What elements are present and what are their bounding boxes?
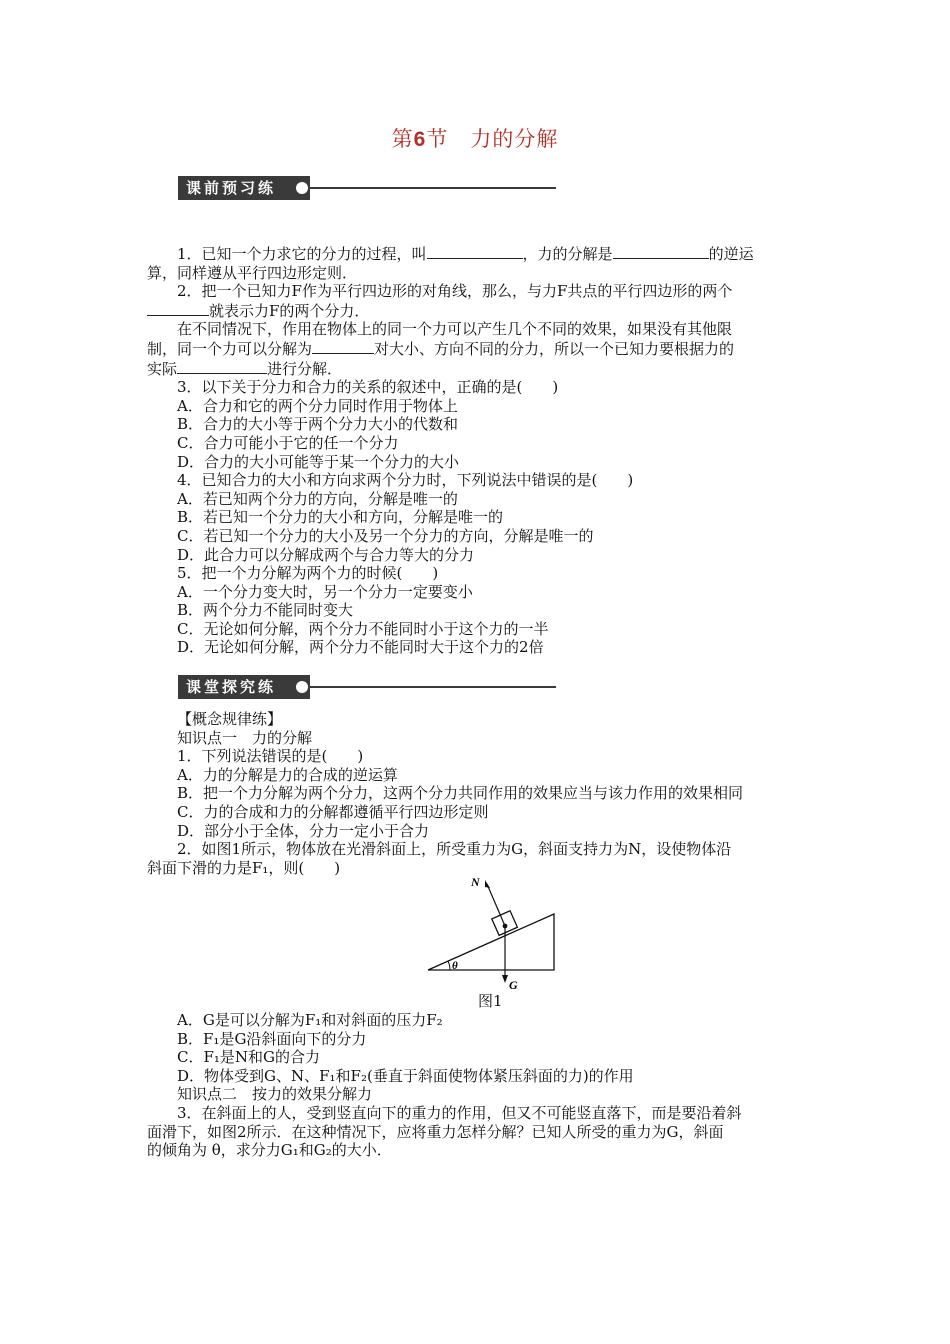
option: D．无论如何分解，两个分力不能同时大于这个力的2倍: [177, 638, 544, 657]
option: A．力的分解是力的合成的逆运算: [177, 765, 398, 784]
q1-line: 算，同样遵从平行四边形定则．: [147, 263, 358, 282]
option: B．把一个力分解为两个分力，这两个分力共同作用的效果应当与该力作用的效果相同: [177, 784, 744, 803]
option: C．F₁是N和G的合力: [177, 1048, 321, 1067]
knowledge-point: 知识点二 按力的效果分解力: [177, 1085, 373, 1104]
label-n: N: [471, 875, 480, 889]
option: D．物体受到G、N、F₁和F₂(垂直于斜面使物体紧压斜面的力)的作用: [177, 1066, 634, 1085]
figure-caption: 图1: [478, 992, 503, 1010]
label-theta: θ: [452, 960, 458, 972]
knowledge-point: 知识点一 力的分解: [177, 728, 313, 747]
label-g: G: [509, 978, 518, 992]
page-title: 第6节 力的分解: [391, 127, 559, 151]
q4-stem: 4．已知合力的大小和方向求两个分力时，下列说法中错误的是( ): [177, 471, 634, 490]
option: A．合力和它的两个分力同时作用于物体上: [177, 396, 458, 415]
bullet-icon: [296, 182, 308, 194]
option: B．两个分力不能同时变大: [177, 601, 354, 620]
option: D．合力的大小可能等于某一个分力的大小: [177, 452, 460, 471]
explore-questions-top: [147, 710, 809, 877]
section-label: 课堂探究练: [178, 675, 310, 699]
section-rule: [310, 686, 556, 688]
q2-line: 2．把一个已知力F作为平行四边形的对角线，那么，与力F共点的平行四边形的两个: [177, 282, 733, 301]
option: D．此合力可以分解成两个与合力等大的分力: [177, 545, 475, 564]
option: A．一个分力变大时，另一个分力一定要变小: [177, 582, 473, 601]
q1-line: 1．已知一个力求它的分力的过程，叫 ，力的分解是 的逆运: [177, 245, 754, 263]
option: B．F₁是G沿斜面向下的分力: [177, 1029, 367, 1048]
e2-line: 2．如图1所示，物体放在光滑斜面上，所受重力为G，斜面支持力为N，设使物体沿: [177, 840, 732, 859]
option: D．部分小于全体，分力一定小于合力: [177, 821, 430, 840]
e3-line: 3．在斜面上的人，受到竖直向下的重力的作用，但又不可能竖直落下，而是要沿着斜: [177, 1103, 742, 1122]
e1-stem: 1．下列说法错误的是( ): [177, 747, 364, 766]
option: C．力的合成和力的分解都遵循平行四边形定则: [177, 802, 489, 821]
explore-questions-bottom: [147, 1011, 809, 1160]
option: A．G是可以分解为F₁和对斜面的压力F₂: [177, 1011, 443, 1029]
e2-line: 斜面下滑的力是F₁，则( ): [147, 858, 341, 877]
q2-line: 制，同一个力可以分解为 对大小、方向不同的分力，所以一个已知力要根据力的: [147, 339, 735, 358]
option: C．若已知一个分力的大小及另一个分力的方向，分解是唯一的: [177, 526, 594, 545]
e3-line: 的倾角为 θ，求分力G₁和G₂的大小．: [147, 1141, 392, 1160]
option: B．合力的大小等于两个分力大小的代数和: [177, 415, 459, 434]
option: C．合力可能小于它的任一个分力: [177, 433, 399, 452]
section-label: 课前预习练: [178, 176, 310, 200]
q2-line: 在不同情况下，作用在物体上的同一个力可以产生几个不同的效果，如果没有其他限: [177, 320, 733, 339]
e3-line: 面滑下，如图2所示．在这种情况下，应将重力怎样分解？已知人所受的重力为G，斜面: [147, 1122, 724, 1141]
q2-line: 就表示力F的两个分力．: [147, 301, 809, 321]
preview-questions: [147, 244, 809, 657]
incline-triangle: [428, 914, 554, 970]
option: B．若已知一个分力的大小和方向，分解是唯一的: [177, 508, 504, 527]
q5-stem: 5．把一个力分解为两个力的时候( ): [177, 564, 439, 583]
part-label: 【概念规律练】: [177, 710, 283, 728]
q2-line: 实际 进行分解．: [147, 359, 343, 378]
bullet-icon: [296, 681, 308, 693]
option: C．无论如何分解，两个分力不能同时小于这个力的一半: [177, 619, 549, 638]
section-rule: [310, 187, 556, 189]
option: A．若已知两个分力的方向，分解是唯一的: [177, 489, 458, 508]
q3-stem: 3．以下关于分力和合力的关系的叙述中，正确的是( ): [177, 378, 559, 397]
